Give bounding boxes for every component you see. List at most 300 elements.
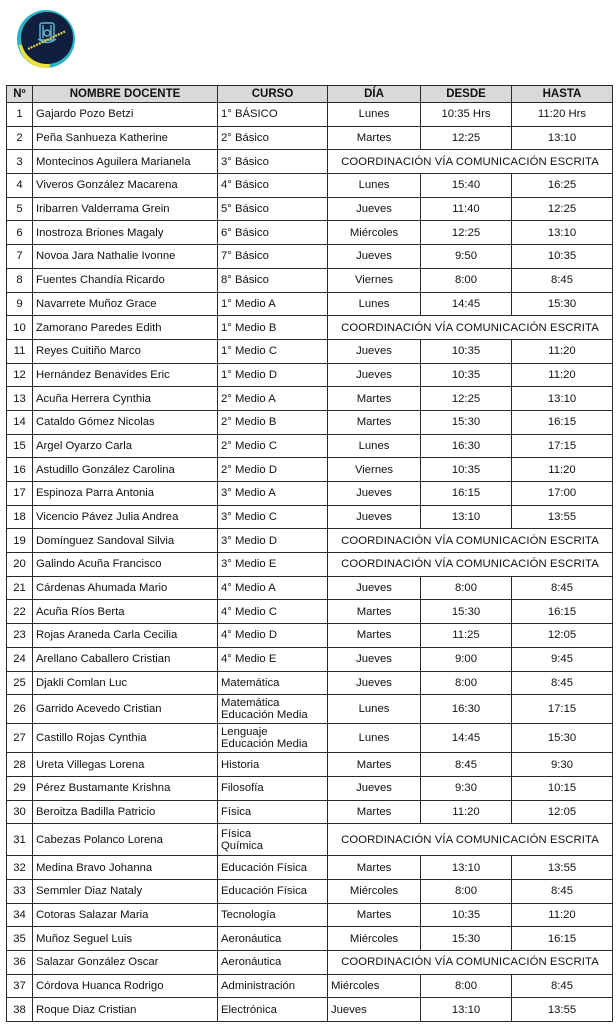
row-number: 13 (7, 387, 33, 411)
row-number: 33 (7, 879, 33, 903)
teacher-name: Garrido Acevedo Cristian (33, 695, 218, 724)
day: Jueves (328, 482, 421, 506)
course-line: 4° Básico (221, 179, 269, 192)
table-row (7, 824, 613, 856)
course-line: 2° Básico (221, 132, 269, 145)
row-number: 3 (7, 150, 33, 174)
teacher-name: Vicencio Pávez Julia Andrea (33, 505, 218, 529)
course-line: 3° Medio D (221, 534, 278, 547)
table-row (7, 410, 613, 434)
written-coordination-note: COORDINACIÓN VÍA COMUNICACIÓN ESCRITA (328, 951, 613, 975)
time-from: 8:00 (421, 879, 512, 903)
row-number: 12 (7, 363, 33, 387)
time-from: 8:00 (421, 974, 512, 998)
row-number: 34 (7, 903, 33, 927)
header-to: HASTA (512, 86, 613, 103)
teacher-name: Reyes Cuitiño Marco (33, 339, 218, 363)
time-to: 15:30 (512, 724, 613, 753)
table-row (7, 316, 613, 340)
table-row (7, 103, 613, 127)
row-number: 8 (7, 268, 33, 292)
teacher-name: Hernández Benavides Eric (33, 363, 218, 387)
row-number: 18 (7, 505, 33, 529)
time-from: 9:00 (421, 647, 512, 671)
row-number: 20 (7, 553, 33, 577)
row-number: 26 (7, 695, 33, 724)
row-number: 17 (7, 482, 33, 506)
row-number: 16 (7, 458, 33, 482)
table-row (7, 695, 613, 724)
time-from: 10:35 (421, 363, 512, 387)
course (218, 576, 328, 600)
teacher-name: Cataldo Gómez Nicolas (33, 410, 218, 434)
time-from: 11:20 (421, 800, 512, 824)
row-number: 28 (7, 753, 33, 777)
teacher-name: Zamorano Paredes Edith (33, 316, 218, 340)
course (218, 879, 328, 903)
day: Lunes (328, 434, 421, 458)
course-line: Educación Física (221, 885, 308, 898)
row-number: 24 (7, 647, 33, 671)
day: Jueves (328, 671, 421, 695)
table-row (7, 245, 613, 269)
table-row (7, 927, 613, 951)
time-from: 11:25 (421, 624, 512, 648)
course-line: 2° Medio D (221, 463, 278, 476)
teacher-name: Astudillo González Carolina (33, 458, 218, 482)
row-number: 2 (7, 126, 33, 150)
day: Jueves (328, 776, 421, 800)
row-number: 9 (7, 292, 33, 316)
course-line: 4° Medio C (221, 605, 278, 618)
course-line: Educación Media (221, 738, 308, 751)
course (218, 600, 328, 624)
teacher-name: Djakli Comlan Luc (33, 671, 218, 695)
teacher-name: Espinoza Parra Antonia (33, 482, 218, 506)
table-row (7, 800, 613, 824)
time-to: 9:30 (512, 753, 613, 777)
time-to: 11:20 (512, 903, 613, 927)
row-number: 1 (7, 103, 33, 127)
course (218, 856, 328, 880)
day: Viernes (328, 458, 421, 482)
day: Jueves (328, 647, 421, 671)
teacher-name: Acuña Ríos Berta (33, 600, 218, 624)
time-from: 16:30 (421, 434, 512, 458)
day: Martes (328, 624, 421, 648)
table-row (7, 126, 613, 150)
day: Lunes (328, 695, 421, 724)
course (218, 800, 328, 824)
course-line: 3° Básico (221, 155, 269, 168)
row-number: 4 (7, 174, 33, 198)
time-from: 13:10 (421, 998, 512, 1022)
teacher-name: Salazar González Oscar (33, 951, 218, 975)
time-from: 13:10 (421, 505, 512, 529)
course (218, 174, 328, 198)
day: Jueves (328, 576, 421, 600)
table-header-row (7, 86, 613, 103)
row-number: 29 (7, 776, 33, 800)
course-line: Química (221, 839, 264, 852)
table-row (7, 951, 613, 975)
course (218, 553, 328, 577)
course (218, 197, 328, 221)
course (218, 753, 328, 777)
course-line: 2° Medio A (221, 392, 276, 405)
table-row (7, 647, 613, 671)
teacher-name: Cotoras Salazar Maria (33, 903, 218, 927)
teacher-name: Castillo Rojas Cynthia (33, 724, 218, 753)
row-number: 36 (7, 951, 33, 975)
time-from: 9:30 (421, 776, 512, 800)
time-from: 8:45 (421, 753, 512, 777)
course-line: 5° Básico (221, 203, 269, 216)
table-row (7, 434, 613, 458)
course-line: Educación Física (221, 861, 308, 874)
course (218, 245, 328, 269)
course (218, 268, 328, 292)
day: Miércoles (328, 879, 421, 903)
course (218, 221, 328, 245)
course-line: 1° Medio B (221, 321, 277, 334)
day: Jueves (328, 245, 421, 269)
course (218, 387, 328, 411)
time-from: 9:50 (421, 245, 512, 269)
course-line: 4° Medio D (221, 629, 278, 642)
course (218, 529, 328, 553)
time-to: 16:15 (512, 410, 613, 434)
course-line: Filosofía (221, 782, 264, 795)
course (218, 316, 328, 340)
course (218, 410, 328, 434)
time-to: 8:45 (512, 671, 613, 695)
day: Lunes (328, 724, 421, 753)
course (218, 647, 328, 671)
time-from: 13:10 (421, 856, 512, 880)
time-from: 14:45 (421, 724, 512, 753)
teacher-name: Gajardo Pozo Betzi (33, 103, 218, 127)
time-to: 12:05 (512, 624, 613, 648)
table-row (7, 292, 613, 316)
time-to: 11:20 (512, 339, 613, 363)
time-from: 11:40 (421, 197, 512, 221)
time-to: 17:00 (512, 482, 613, 506)
header-day: DÍA (328, 86, 421, 103)
teacher-name: Inostroza Briones Magaly (33, 221, 218, 245)
course (218, 434, 328, 458)
time-to: 11:20 Hrs (512, 103, 613, 127)
course-line: 2° Medio B (221, 416, 277, 429)
course (218, 505, 328, 529)
course (218, 103, 328, 127)
row-number: 6 (7, 221, 33, 245)
row-number: 31 (7, 824, 33, 856)
course-line: Aeronáutica (221, 956, 282, 969)
day: Martes (328, 600, 421, 624)
header-course: CURSO (218, 86, 328, 103)
table-row (7, 998, 613, 1022)
day: Jueves (328, 998, 421, 1022)
course (218, 150, 328, 174)
time-to: 8:45 (512, 879, 613, 903)
day: Jueves (328, 339, 421, 363)
row-number: 32 (7, 856, 33, 880)
teacher-name: Beroitza Badilla Patricio (33, 800, 218, 824)
time-to: 12:25 (512, 197, 613, 221)
time-to: 15:30 (512, 292, 613, 316)
table-row (7, 776, 613, 800)
row-number: 27 (7, 724, 33, 753)
time-to: 12:05 (512, 800, 613, 824)
teacher-name: Arellano Caballero Cristian (33, 647, 218, 671)
day: Martes (328, 800, 421, 824)
teacher-name: Fuentes Chandía Ricardo (33, 268, 218, 292)
day: Miércoles (328, 927, 421, 951)
course-line: Física (221, 805, 252, 818)
teacher-name: Peña Sanhueza Katherine (33, 126, 218, 150)
time-from: 16:15 (421, 482, 512, 506)
course-line: Administración (221, 980, 296, 993)
time-from: 14:45 (421, 292, 512, 316)
row-number: 7 (7, 245, 33, 269)
course-line: 7° Básico (221, 250, 269, 263)
school-logo (16, 9, 76, 69)
teacher-name: Cabezas Polanco Lorena (33, 824, 218, 856)
teacher-name: Navarrete Muñoz Grace (33, 292, 218, 316)
course (218, 998, 328, 1022)
time-to: 13:55 (512, 505, 613, 529)
course (218, 671, 328, 695)
row-number: 22 (7, 600, 33, 624)
course-line: 1° Medio A (221, 297, 276, 310)
time-from: 10:35 (421, 339, 512, 363)
time-from: 15:30 (421, 600, 512, 624)
table-row (7, 879, 613, 903)
table-row (7, 221, 613, 245)
table-row (7, 903, 613, 927)
row-number: 19 (7, 529, 33, 553)
teacher-name: Acuña Herrera Cynthia (33, 387, 218, 411)
course (218, 951, 328, 975)
table-row (7, 724, 613, 753)
table-row (7, 856, 613, 880)
row-number: 23 (7, 624, 33, 648)
row-number: 25 (7, 671, 33, 695)
day: Martes (328, 753, 421, 777)
time-from: 15:30 (421, 927, 512, 951)
teacher-name: Muñoz Seguel Luis (33, 927, 218, 951)
course-line: Tecnología (221, 908, 276, 921)
table-row (7, 458, 613, 482)
row-number: 14 (7, 410, 33, 434)
day: Martes (328, 126, 421, 150)
teacher-name: Iribarren Valderrama Grein (33, 197, 218, 221)
course-line: 1° Medio C (221, 345, 278, 358)
course-line: Física (221, 827, 252, 840)
written-coordination-note: COORDINACIÓN VÍA COMUNICACIÓN ESCRITA (328, 824, 613, 856)
course (218, 339, 328, 363)
day: Miércoles (328, 974, 421, 998)
day: Martes (328, 410, 421, 434)
teacher-name: Domínguez Sandoval Silvia (33, 529, 218, 553)
time-from: 10:35 (421, 458, 512, 482)
teacher-name: Roque Diaz Cristian (33, 998, 218, 1022)
teacher-name: Rojas Araneda Carla Cecilia (33, 624, 218, 648)
teacher-name: Argel Oyarzo Carla (33, 434, 218, 458)
course-line: 6° Básico (221, 226, 269, 239)
table-row (7, 339, 613, 363)
table-row (7, 387, 613, 411)
time-to: 16:25 (512, 174, 613, 198)
time-to: 8:45 (512, 974, 613, 998)
time-from: 8:00 (421, 268, 512, 292)
course-line: Aeronáutica (221, 932, 282, 945)
course-line: 4° Medio A (221, 582, 276, 595)
row-number: 21 (7, 576, 33, 600)
table-row (7, 576, 613, 600)
time-to: 8:45 (512, 576, 613, 600)
header-teacher-name: NOMBRE DOCENTE (33, 86, 218, 103)
time-to: 13:10 (512, 387, 613, 411)
day: Jueves (328, 197, 421, 221)
course-line: 3° Medio C (221, 511, 278, 524)
day: Miércoles (328, 221, 421, 245)
course-line: Historia (221, 758, 260, 771)
day: Jueves (328, 363, 421, 387)
teacher-name: Novoa Jara Nathalie Ivonne (33, 245, 218, 269)
course (218, 824, 328, 856)
row-number: 15 (7, 434, 33, 458)
time-from: 15:40 (421, 174, 512, 198)
header-number: Nº (7, 86, 33, 103)
table-row (7, 363, 613, 387)
course (218, 776, 328, 800)
day: Lunes (328, 174, 421, 198)
course (218, 903, 328, 927)
row-number: 38 (7, 998, 33, 1022)
row-number: 10 (7, 316, 33, 340)
course (218, 482, 328, 506)
time-from: 10:35 (421, 903, 512, 927)
time-to: 11:20 (512, 458, 613, 482)
time-to: 17:15 (512, 695, 613, 724)
time-from: 8:00 (421, 671, 512, 695)
teacher-name: Semmler Diaz Nataly (33, 879, 218, 903)
header-from: DESDE (421, 86, 512, 103)
course (218, 292, 328, 316)
course-line: Educación Media (221, 709, 308, 722)
row-number: 35 (7, 927, 33, 951)
table-row (7, 197, 613, 221)
teacher-name: Galindo Acuña Francisco (33, 553, 218, 577)
course-line: 1° BÁSICO (221, 108, 278, 121)
row-number: 5 (7, 197, 33, 221)
day: Viernes (328, 268, 421, 292)
day: Lunes (328, 292, 421, 316)
table-row (7, 505, 613, 529)
table-row (7, 624, 613, 648)
table-row (7, 600, 613, 624)
time-from: 12:25 (421, 387, 512, 411)
day: Lunes (328, 103, 421, 127)
time-to: 9:45 (512, 647, 613, 671)
time-to: 11:20 (512, 363, 613, 387)
course (218, 974, 328, 998)
time-to: 13:55 (512, 856, 613, 880)
course-line: Electrónica (221, 1003, 277, 1016)
time-to: 10:35 (512, 245, 613, 269)
day: Martes (328, 387, 421, 411)
table-row (7, 553, 613, 577)
table-row (7, 671, 613, 695)
table-row (7, 482, 613, 506)
written-coordination-note: COORDINACIÓN VÍA COMUNICACIÓN ESCRITA (328, 150, 613, 174)
row-number: 30 (7, 800, 33, 824)
day: Martes (328, 903, 421, 927)
course-line: 2° Medio C (221, 439, 278, 452)
time-to: 17:15 (512, 434, 613, 458)
course (218, 126, 328, 150)
table-row (7, 753, 613, 777)
shield-gear-logo-icon (16, 9, 76, 69)
row-number: 11 (7, 339, 33, 363)
row-number: 37 (7, 974, 33, 998)
course (218, 458, 328, 482)
course-line: 3° Medio A (221, 487, 276, 500)
time-to: 13:10 (512, 221, 613, 245)
time-to: 8:45 (512, 268, 613, 292)
time-to: 16:15 (512, 927, 613, 951)
time-to: 13:55 (512, 998, 613, 1022)
teacher-name: Pérez Bustamante Krishna (33, 776, 218, 800)
course-line: Matemática (221, 697, 280, 710)
table-row (7, 529, 613, 553)
course (218, 724, 328, 753)
teacher-name: Ureta Villegas Lorena (33, 753, 218, 777)
time-to: 13:10 (512, 126, 613, 150)
course (218, 624, 328, 648)
course-line: Lenguaje (221, 726, 268, 739)
day: Jueves (328, 505, 421, 529)
course (218, 695, 328, 724)
table-row (7, 174, 613, 198)
course-line: 1° Medio D (221, 368, 278, 381)
course-line: 4° Medio E (221, 653, 277, 666)
written-coordination-note: COORDINACIÓN VÍA COMUNICACIÓN ESCRITA (328, 553, 613, 577)
course-line: 3° Medio E (221, 558, 277, 571)
table-row (7, 268, 613, 292)
course-line: 8° Básico (221, 274, 269, 287)
table-row (7, 974, 613, 998)
written-coordination-note: COORDINACIÓN VÍA COMUNICACIÓN ESCRITA (328, 316, 613, 340)
course-line: Matemática (221, 676, 280, 689)
written-coordination-note: COORDINACIÓN VÍA COMUNICACIÓN ESCRITA (328, 529, 613, 553)
time-from: 16:30 (421, 695, 512, 724)
time-from: 10:35 Hrs (421, 103, 512, 127)
schedule-table (6, 85, 613, 1022)
time-from: 15:30 (421, 410, 512, 434)
course (218, 363, 328, 387)
time-to: 16:15 (512, 600, 613, 624)
time-from: 8:00 (421, 576, 512, 600)
course (218, 927, 328, 951)
teacher-name: Viveros González Macarena (33, 174, 218, 198)
time-from: 12:25 (421, 126, 512, 150)
time-to: 10:15 (512, 776, 613, 800)
teacher-name: Medina Bravo Johanna (33, 856, 218, 880)
teacher-name: Montecinos Aguilera Marianela (33, 150, 218, 174)
